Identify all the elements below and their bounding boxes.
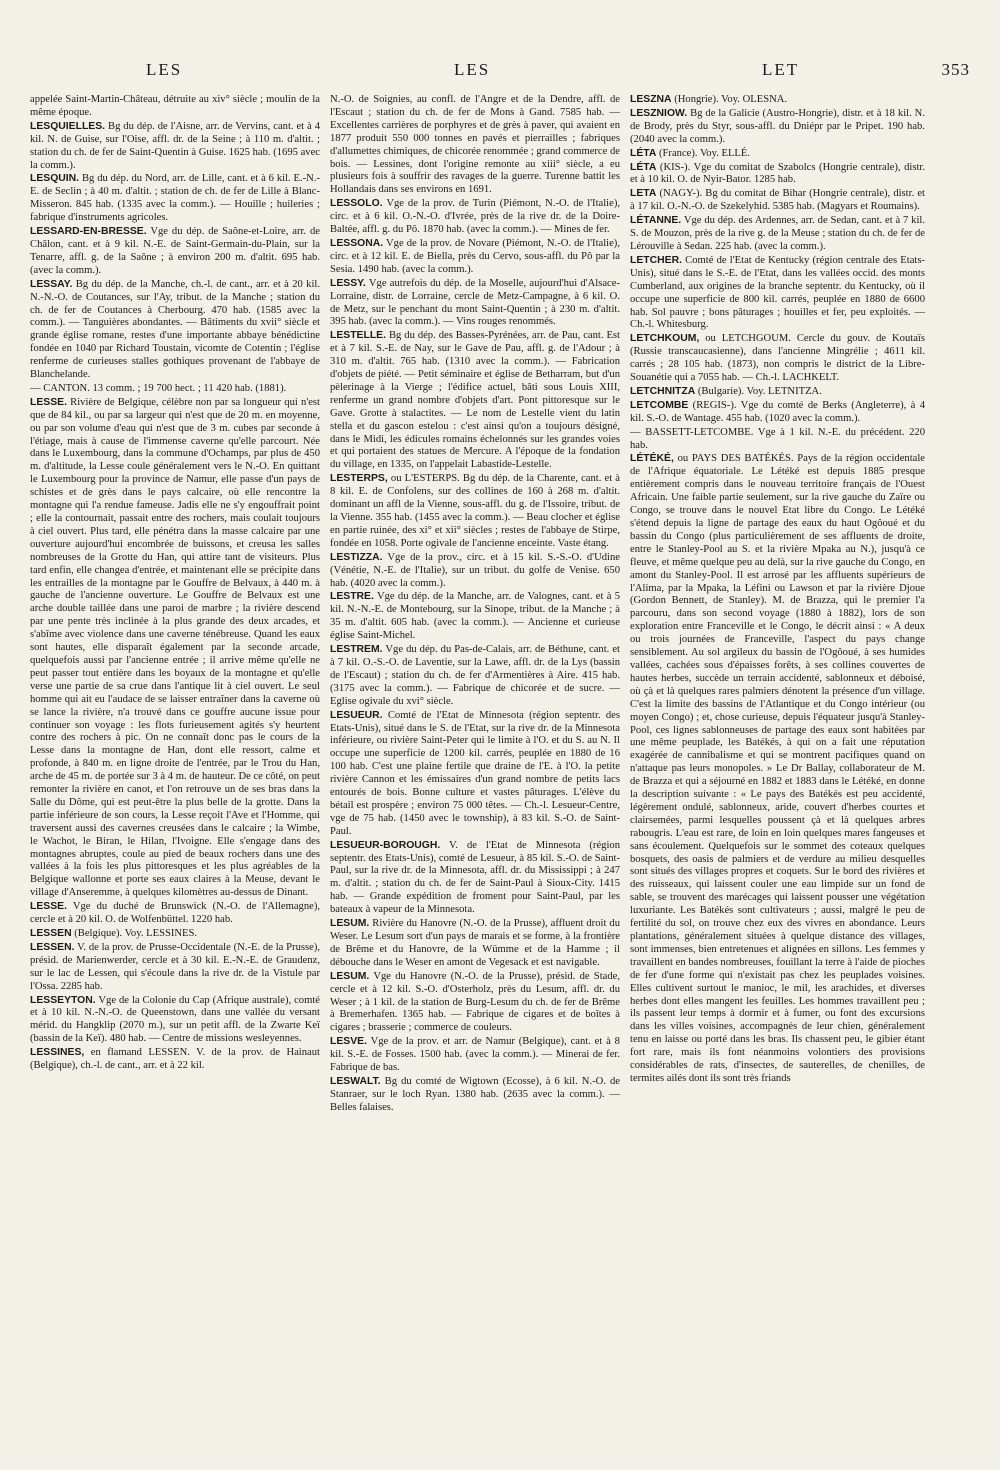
entry-text: (Belgique). Voy. LESSINES. <box>74 928 198 939</box>
dictionary-entry <box>630 453 925 1085</box>
dictionary-entry <box>30 901 320 927</box>
entry-headword: LETCOMBE <box>630 399 689 411</box>
entry-text: Vge de la prov. de Novare (Piémont, N.-O. de l'Italie), circ. et à 12 kil. E. de Biella, près du Cervo, sous-affl. du Pô par la Sesia. 1490 hab. (avec la comm.). <box>330 237 620 275</box>
dictionary-entry <box>630 162 925 188</box>
dictionary-entry <box>330 710 620 839</box>
entry-headword: LÉTA <box>630 147 657 159</box>
entry-headword: LESUEUR-BOROUGH. <box>330 839 441 851</box>
entry-text: (REGIS-). Vge du comté de Berks (Angleterre), à 4 kil. S.-O. de Wantage. 455 hab. (1020 avec la comm.). <box>630 399 925 424</box>
dictionary-entry <box>30 942 320 994</box>
entry-headword: LESTIZZA. <box>330 551 383 563</box>
entry-headword: LETCHER. <box>630 254 682 266</box>
entry-headword: LESSEN <box>30 928 72 939</box>
entry-text: Vge de la Colonie du Cap (Afrique australe), comté et à 10 kil. N.-N.-O. de Queenstown, dans une vallée du versant mérid. du Hangklip (2070 m.), sur un petit affl. de la Zwarte Keï (bassin de la Keï). 480 hab. — Centre de missions wesleyennes. <box>30 994 320 1045</box>
entry-headword: LESQUIN. <box>30 173 80 185</box>
entry-headword: LETA <box>630 188 657 200</box>
dictionary-entry <box>330 330 620 472</box>
entry-text: ou PAYS DES BATÉKÉS. Pays de la région occidentale de l'Afrique équatoriale. Le Létéké est depuis 1885 presque entièrement compris dans le nouveau territoire français de l'Ouest Africain. Une faible partie seulement, sur la rive gauche du Zaïre ou Congo, se trouve dans le nouvel Etat libre du Congo. Le Létéké s'étend depuis la ligne de partage des eaux du haut Ogôoué et du bassin du Congo (plus particulièrement de ses affluents de droite, entre le Stanley-Pool au S. et la rivière Mpaka au N.), jusqu'à ce fleuve, et même quelque peu au delà, sur la rive gauche du Congo, en amont du Stanley-Pool. Il est arrosé par les affluents supérieurs de l'Alima, par la Mpaka, la Léfini ou Lawson et par la rivière Djoue (Gordon Bennett, de Stanley). M. de Brazza, qui le premier l'a parcouru, dans son second voyage (1880 à 1882), lors de son exploration entre Franceville et le Congo, le décrit ainsi : « A deux ou trois journées de Franceville, l'aspect du pays change sensiblement. Au sol argileux du bassin de l'Ogôoué, à ses humides vallées, cachées sous d'épaisses forêts, à ses collines couvertes de hautes herbes, succède un terrain accidenté, sablonneux et déboisé, où çà et là quelques rares palmiers dénotent la présence d'un village. C'est la limite des bassins de l'Atlantique et du Congo intérieur (ou moyen Congo) ; et, chose curieuse, depuis l'équateur jusqu'à Stanley-Pool, ces lignes sablonneuses de partage des eaux sont habitées par une même peuplade, les Batékés, à qui on a fait une réputation exagérée de cannibalisme et qui se montrent pacifiques quand on n'attaque pas leurs monopoles. » Le Dr Ballay, collaborateur de M. de Brazza et qui a séjourné en 1882 et 1883 dans le Létéké, en donne la description suivante : « Le pays des Batékés est peu accidenté, légèrement ondulé, sablonneux, aride, couvert d'herbes courtes et clairsemées, parmi lesquelles poussent çà et là quelques arbres rabougris. L'eau est rare, de loin en loin quelques mares fangeuses et sans écoulement. Quelquefois sur le sommet des coteaux quelques bosquets, des oasis de palmiers et de verdure au milieu desquelles sont situés des villages propres et coquets. Sur le bord des rivières et des ruisseaux, qui laissent couler une eau limpide sur un fond de sable, se trouvent des marécages qui laissent pousser une végétation luxuriante. Les Batékés sont cultivateurs ; aussi, malgré le peu de fertilité du sol, on trouve chez eux des vivres en abondance. Leurs plantations, généralement situées à quelque distance des villages, sont immenses, bien entretenues et alignées en sillons. Les femmes y travaillent en bandes nombreuses, fouillant la terre à l'aide de pioches de fer d'une forme qui n'existait pas chez les peuplades voisines. Elles cultivent surtout le manioc, le mil, les arachides, et diverses herbes dont elles mangent les feuilles. Les hommes travaillent peu ; ils passent leur temps à dormir et à fumer, ou font des excursions dans les villes voisines, accompagnés de leur chien, généralement tenu en laisse ou porté dans les bras. Ils chassent peu, le gibier étant fort rare, mais ils font néanmoins volontiers des provisions considérables de rats, d'insectes, de sauterelles, de chenilles, de termites ailés dont ils sont très friands <box>630 453 925 1084</box>
entry-headword: LÉTANNE. <box>630 215 682 227</box>
entry-text: Bg de la Galicie (Austro-Hongrie), distr. et à 18 kil. N. de Brody, près du Styr, sous-affl. du Dniépr par le Pripet. 190 hab. (2040 avec la comm.). <box>630 107 925 145</box>
entry-text: V. de l'Etat de Minnesota (région septentr. des Etats-Unis), comté de Lesueur, à 85 kil. S.-O. de Saint-Paul, sur la rive dr. de la Minnesota, affl. dr. du Mississippi ; à 247 m. d'altit. ; station du ch. de fer de Saint-Paul à Sioux-City. 1415 hab. — Grande expédition de froment pour Saint-Paul, par les bateaux à vapeur de la Minnesota. <box>330 839 620 916</box>
dictionary-entry <box>330 278 620 330</box>
entry-text: Bg du comté de Wigtown (Ecosse), à 6 kil. N.-O. de Stanraer, sur le loch Ryan. 1380 hab. (2635 avec la comm.). — Belles falaises. <box>330 1075 620 1113</box>
entry-headword: LESWALT. <box>330 1075 381 1087</box>
dictionary-entry <box>630 188 925 214</box>
entry-headword: LESSEYTON. <box>30 994 96 1006</box>
entry-headword: LESSY. <box>330 277 366 289</box>
dictionary-entry <box>330 1036 620 1075</box>
dictionary-entry <box>30 121 320 173</box>
entry-text: (NAGY-). Bg du comitat de Bihar (Hongrie centrale), distr. et à 17 kil. O.-N.-O. de Szekelyhid. 5385 hab. (Magyars et Roumains). <box>630 188 925 213</box>
entry-headword: LESUM. <box>330 918 370 930</box>
dictionary-entry <box>30 279 320 382</box>
entry-headword: LESUM. <box>330 970 370 982</box>
entry-text: (KIS-). Vge du comitat de Szabolcs (Hongrie centrale), distr. et à 10 kil. O. de Nyir-Bator. 1285 hab. <box>630 161 925 186</box>
entry-text: N.-O. de Soignies, au confl. de l'Angre et de la Dendre, affl. de l'Escaut ; station du ch. de fer de Mons à Gand. 7585 hab. — Excellentes carrières de porphyres et de grès à paver, qui avaient en 1877 produit 550 000 tonnes en pavés et pierrailles ; fabriques d'allumettes chimiques, de chicorée renommée ; grand commerce de bois. — Lessines, dont l'origine remonte au xiii° siècle, a eu plusieurs fois à souffrir des ravages de la guerre. Turenne battit les Hollandais dans ses environs en 1691. <box>330 94 620 196</box>
entry-text: Vge du dép. des Ardennes, arr. de Sedan, cant. et à 7 kil. S. de Mouzon, près de la rive g. de la Meuse ; station du ch. de fer de Lérouville à Sedan. 225 hab. (avec la comm.). <box>630 215 925 252</box>
dictionary-entry <box>30 94 320 120</box>
entry-headword: LÉTÉKÉ, <box>630 453 674 465</box>
dictionary-entry <box>630 108 925 147</box>
dictionary-entry <box>630 94 925 107</box>
dictionary-entry <box>630 333 925 385</box>
header-left: LES <box>146 60 183 79</box>
page-number: 353 <box>941 60 970 79</box>
dictionary-entry <box>30 383 320 396</box>
column-1 <box>30 94 320 1450</box>
dictionary-entry <box>330 552 620 591</box>
dictionary-entry <box>330 644 620 709</box>
entry-text: V. de la prov. de Prusse-Occidentale (N.-E. de la Prusse), présid. de Marienwerder, cercle et à 30 kil. E.-N.-E. de Graudenz, sur le lac de Lessen, qui s'écoule dans la rive dr. de la Vistule par l'Ossa. 2285 hab. <box>30 941 320 992</box>
entry-text: (Bulgarie). Voy. LETNITZA. <box>697 385 822 397</box>
entry-text: Vge de la prov. et arr. de Namur (Belgique), cant. et à 8 kil. S.-E. de Fosses. 1500 hab. (avec la comm.). — Minerai de fer. Fabrique de bas. <box>330 1036 620 1074</box>
entry-headword: LETCHNITZA <box>630 385 696 397</box>
entry-text: Bg du dép. de la Manche, ch.-l. de cant., arr. et à 20 kil. N.-N.-O. de Coutances, sur l'Ay, tribut. de la Manche ; station du ch. de fer de Coutances à Cherbourg. 470 hab. (1585 avec la comm.). — Tanguières abondantes. — Bâtiments du xvii° siècle et grande église romane, restes d'une importante abbaye bénédictine fondée en 1040 par Richard Toustain, vicomte de Cotentin ; l'église renferme de curieuses stalles gothiques provenant de l'abbaye de Blanchelande. <box>30 278 320 381</box>
entry-headword: LESSEN. <box>30 941 75 953</box>
entry-headword: LESTRE. <box>330 591 374 603</box>
entry-headword: LESSE. <box>30 901 67 913</box>
entry-headword: LESTREM. <box>330 644 383 656</box>
entry-text: (France). Voy. ELLÉ. <box>659 147 751 159</box>
entry-text: ou L'ESTERPS. Bg du dép. de la Charente, cant. et à 8 kil. E. de Confolens, sur des collines de 160 à 268 m. d'altit. dominant un affl de la Vienne, sous-affl. du g. de l'Issoire, tribut. de la Vienne. 355 hab. (1455 avec la comm.). — Beau clocher et église en partie ruinée, des xi° et xii° siècles ; restes de l'abbaye de Stirpe, fondée en 1058. Porte ogivale de l'ancienne enceinte. Vaste étang. <box>330 473 620 549</box>
entry-text: Vge du duché de Brunswick (N.-O. de l'Allemagne), cercle et à 20 kil. O. de Wolfenbüttel. 1220 hab. <box>30 901 320 926</box>
entry-text: Comté de l'Etat de Kentucky (région centrale des Etats-Unis), situé dans le S.-E. de l'Etat, dans les vallées occid. des monts Cumberland, aux origines de la branche septentr. du Kentucky, où il occupe une superficie de 800 kil. carrés, peuplée en 1880 de 6600 hab. Sol pauvre ; bons pâturages ; houilles et fer, peu exploités. — Ch.-l. Whitesburg. <box>630 254 925 331</box>
entry-text: appelée Saint-Martin-Château, détruite au xiv° siècle ; moulin de la même époque. <box>30 94 320 118</box>
entry-text: Vge du dép. du Pas-de-Calais, arr. de Béthune, cant. et à 7 kil. O.-S.-O. de Laventie, sur la Lawe, affl. dr. de la Lys (bassin de l'Escaut) ; station du ch. de fer d'Armentières à Aire. 415 hab. (3175 avec la comm.). — Fabrique de chicorée et de sucre. — Eglise ogivale du xvi° siècle. <box>330 644 620 707</box>
dictionary-entry <box>330 1076 620 1115</box>
entry-headword: LESSINES, <box>30 1047 85 1059</box>
entry-text: Bg du dép. de l'Aisne, arr. de Vervins, cant. et à 4 kil. N. de Guise, sur l'Oise, affl. dr. de la Seine ; à 110 m. d'altit. ; station du ch. de fer de Saint-Quentin à Guise. 1625 hab. (1695 avec la comm.). <box>30 120 320 171</box>
entry-headword: LESTELLE. <box>330 330 386 342</box>
dictionary-entry <box>30 995 320 1047</box>
entry-text: Comté de l'Etat de Minnesota (région septentr. des Etats-Unis), situé dans le S. de l'Etat, sur la rive dr. de la Minnesota inférieure, ou rivière Saint-Peter qui le limite à l'O. et du S. au N. Il occupe une superficie de 1200 kil. carrés, peuplée en 1880 de 16 100 hab. C'est une plaine fertile que draine de l'E. à l'O. la petite rivière Cannon et les émissaires d'un grand nombre de petits lacs entourés de bois. Bonne culture et vastes pâturages. L'élève du bétail est prospère ; environ 75 000 têtes. — Ch.-l. Lesueur-Centre, vge de 75 hab. (1450 avec le township), à 83 kil. S.-O. de Saint-Paul. <box>330 709 620 837</box>
entry-headword: LETCHKOUM, <box>630 333 700 345</box>
entry-text: Bg du dép. des Basses-Pyrénées, arr. de Pau, cant. Est et à 7 kil. S.-E. de Nay, sur le Gave de Pau, affl. g. de l'Adour ; à 310 m. d'altit. 765 hab. (1310 avec la comm.). — Fabrication d'objets de piété. — Petit séminaire et église de Betharram, but d'un pèlerinage à la Vierge ; l'édifice actuel, bâti sous Louis XIII, renferme un grand nombre d'objets d'art. Pont pittoresque sur le Gave. Grotte à stalactites. — Le nom de Lestelle vient du latin stella et du gascon estelou : c'est ainsi qu'on a toujours désigné, dans le Midi, les édicules romains échelonnés sur les grandes voies et qui portaient des statues de Mercure. A l'époque de la fondation du village, en 1335, on l'appelait Labastide-Lestelle. <box>330 330 620 471</box>
entry-text: ou LETCHGOUM. Cercle du gouv. de Koutaïs (Russie transcaucasienne), dans l'ancienne Mingrélie ; 4611 kil. carrés ; 28 105 hab. (1873), non compris le district de la Libre-Souanétie qui a 7055 hab. — Ch.-l. LACHKELT. <box>630 333 925 384</box>
entry-text: Bg du dép. du Nord, arr. de Lille, cant. et à 6 kil. E.-N.-E. de Seclin ; à 40 m. d'altit. ; station de ch. de fer de Lille à Blanc-Misseron. 845 hab. (1335 avec la comm.). — Houille ; huileries ; fabrique d'instruments agricoles. <box>30 173 320 224</box>
entry-headword: LESUEUR. <box>330 709 383 721</box>
entry-text: Vge du Hanovre (N.-O. de la Prusse), présid. de Stade, cercle et à 12 kil. S.-O. d'Osterholz, près du Lesum, affl. dr. du Weser ; à 1 kil. de la station de Burg-Lesum du ch. de fer de Brême à Bremerhafen. 1365 hab. — Fabrique de cigares et de boîtes à cigares ; brasserie ; commerce de couleurs. <box>330 970 620 1034</box>
header-middle: LES <box>454 60 491 79</box>
entry-headword: LESSOLO. <box>330 198 383 210</box>
dictionary-entry <box>630 386 925 399</box>
entry-headword: LESTERPS, <box>330 473 388 485</box>
entry-headword: LESSAY. <box>30 278 73 290</box>
entry-text: Vge de la prov., circ. et à 15 kil. S.-S.-O. d'Udine (Vénétie, N.-E. de l'Italie), sur un tribut. du golfe de Venise. 650 hab. (4020 avec la comm.). <box>330 551 620 589</box>
entry-text: Vge autrefois du dép. de la Moselle, aujourd'hui d'Alsace-Lorraine, distr. de Lorraine, cercle de Metz-Campagne, à 6 kil. O. de Metz, sur le penchant du mont Saint-Quentin ; à 230 m. d'altit. 395 hab. (avec la comm.). — Vins rouges renommés. <box>330 277 620 328</box>
entry-text: Rivière du Hanovre (N.-O. de la Prusse), affluent droit du Weser. Le Lesum sort d'un pays de marais et se forme, à la frontière de Brême et du Hanovre, de la Wümme et de la Hamme ; il débouche dans le Weser en amont de Vegesack et est navigable. <box>330 918 620 968</box>
dictionary-entry <box>30 173 320 225</box>
entry-text: Vge de la prov. de Turin (Piémont, N.-O. de l'Italie), circ. et à 6 kil. O.-N.-O. d'Ivrée, près de la rive dr. de la Doire-Baltée, affl. g. du Pô. 1870 hab. (avec la comm.). — Mines de fer. <box>330 198 620 236</box>
entry-text: (Hongrie). Voy. OLESNA. <box>674 94 788 105</box>
column-2 <box>330 94 620 1450</box>
dictionary-entry <box>30 1047 320 1073</box>
entry-headword: LESQUIELLES. <box>30 120 106 132</box>
dictionary-entry <box>630 427 925 453</box>
dictionary-entry <box>330 840 620 917</box>
dictionary-entry <box>30 226 320 278</box>
dictionary-entry <box>330 94 620 197</box>
entry-headword: LESSONA. <box>330 237 384 249</box>
entry-headword: LESZNIOW. <box>630 107 688 119</box>
dictionary-entry <box>630 400 925 426</box>
dictionary-entry <box>630 215 925 254</box>
dictionary-entry <box>330 971 620 1036</box>
entry-headword: LESVE. <box>330 1036 367 1048</box>
entry-text: Vge du dép. de la Manche, arr. de Valognes, cant. et à 5 kil. N.-N.-E. de Montebourg, sur la Sinope, tribut. de la Manche ; à 35 m. d'altit. 605 hab. (avec la comm.). — Ancienne et curieuse église Saint-Michel. <box>330 591 620 642</box>
dictionary-entry <box>330 591 620 643</box>
entry-text: Vge du dép. de Saône-et-Loire, arr. de Châlon, cant. et à 9 kil. N.-E. de Saint-Germain-du-Plain, sur la Tenarre, affl. g. de la Saône ; à environ 200 m. d'altit. 695 hab. (avec la comm.). <box>30 226 320 276</box>
dictionary-entry <box>330 918 620 970</box>
dictionary-entry <box>330 473 620 550</box>
entry-headword: LESSE. <box>30 396 67 408</box>
entry-text: — CANTON. 13 comm. ; 19 700 hect. ; 11 420 hab. (1881). <box>30 382 287 394</box>
dictionary-entry <box>630 148 925 161</box>
entry-text: Rivière de Belgique, célèbre non par sa longueur qui n'est que de 84 kil., ou par sa largeur qui n'est que de 20 m. en moyenne, ou par son volume d'eau qui n'est que de 3 m. cubes par seconde à l'étiage, mais à cause de l'immense caverne qu'elle parcourt. Née dans le Luxembourg, dans la commune d'Ochamps, par plus de 450 m. d'altitude, la Lesse coule généralement vers le N.-O. En quittant le Luxembourg pour la province de Namur, elle passe d'un pays de schistes et de grès dans le pays calcaire, où elle rencontre la montagne qui l'a rendue fameuse. Jadis elle ne s'y engouffrait point ; elle la contournait, passait entre des rochers, mais coulait toujours à ciel ouvert. Plus tard, elle pénétra dans la masse calcaire par une ouverture aujourd'hui encombrée de buissons, et creusa les salles nombreuses de la Grotte du Han, qui attire tant de visiteurs. Plus tard enfin, elle changea d'entrée, et maintenant elle se précipite dans les entrailles de la montagne par le Gouffre de Belvaux, à 440 m. à gauche de l'ancienne ouverture. Le Gouffre de Belvaux est une arche double taillée dans une paroi de marbre ; la rivière descend par une pente très inclinée à la plus grande des deux arcades, et s'abîme avec violence dans une caverne ténébreuse. Quand les eaux sont hautes, elle disparaît également par la seconde arcade, quelquefois aussi par l'ancienne entrée ; il arrive même qu'elle ne peut passer tout entière dans les boyaux de la montagne et qu'elle verse une partie de sa crue dans l'antique lit à ciel ouvert. Le seul homme qui ait eu l'audace de se laisser entraîner dans la caverne où se lance la rivière, n'a trouvé dans ce gouffre aucune issue pour continuer son voyage : les flots furieusement agités s'y heurtent contre des rochers à pic. On ne connaît donc pas le cours de la Lesse dans la montagne de Han, dont elle ressort, calme et profonde, à 840 m. en ligne droite de l'entrée, par le Trou du Han, arche de 45 m. de portée sur 3 à 4 m. de hauteur. De ce côté, on peut remonter la rivière en canot, et l'on retrouve un de ses bras dans la Salle du Dôme, qui est peut-être la plus belle de la grotte. Dans la partie inférieure de son cours, la Lesse reçoit l'Ave et l'Homme, qui traversent aussi des cavernes creusées dans le calcaire ; la Wimbe, le Wachot, le Biran, le Hilan, l'Ivoigne. Elle s'engage dans des montagnes abruptes, coule au pied de beaux rochers dans une des vallées à la fois les plus pittoresques et les plus agréables de la Belgique wallonne et porte ses eaux claires à la Meuse, devant le village d'Anseremme, à quelques kilomètres au-dessus de Dinant. <box>30 396 320 899</box>
entry-text: en flamand LESSEN. V. de la prov. de Hainaut (Belgique), ch.-l. de cant., arr. et à 22 kil. <box>30 1047 320 1072</box>
running-header <box>30 60 970 90</box>
entry-headword: LÉTA <box>630 161 657 173</box>
dictionary-entry <box>30 397 320 900</box>
dictionary-entry <box>330 198 620 237</box>
dictionary-entry <box>30 928 320 941</box>
dictionary-entry <box>630 255 925 332</box>
entry-headword: LESZNA <box>630 94 672 105</box>
dictionary-entry <box>330 238 620 277</box>
entry-headword: LESSARD-EN-BRESSE. <box>30 226 147 238</box>
entry-text: — BASSETT-LETCOMBE. Vge à 1 kil. N.-E. du précédent. 220 hab. <box>630 426 925 451</box>
column-3 <box>630 94 925 1450</box>
header-right: LET <box>762 60 800 79</box>
